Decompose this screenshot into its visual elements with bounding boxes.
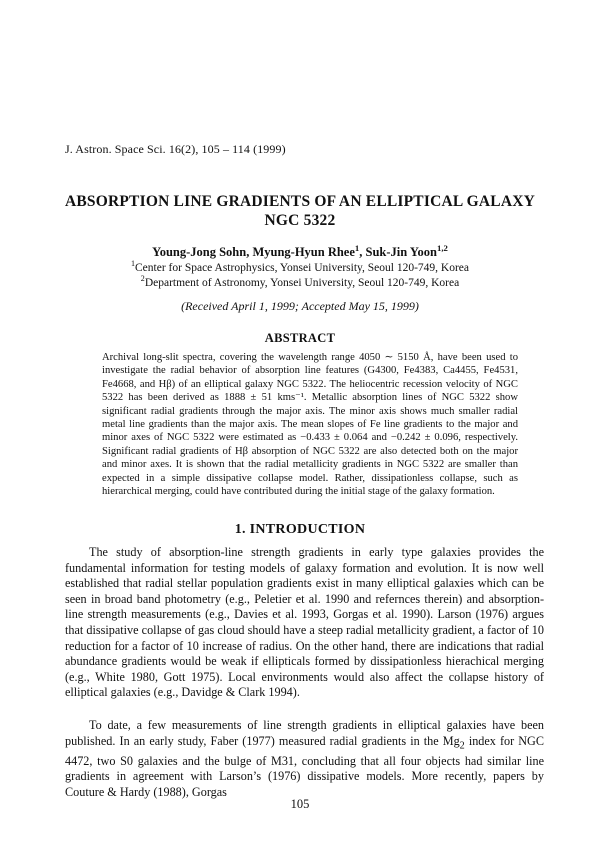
section-heading-introduction: 1. INTRODUCTION [234,522,366,537]
affiliation-2-text: Department of Astronomy, Yonsei University, Seoul 120-749, Korea [144,277,460,289]
author-3-affiliation-mark: 1,2 [436,242,448,253]
author-separator: , [359,245,366,259]
affiliation-1-mark: 1 [130,259,136,269]
page-number: 105 [290,797,310,811]
author-3: Suk-Jin Yoon [365,245,437,259]
affiliation-1-text: Center for Space Astrophysics, Yonsei University, Seoul 120-749, Korea [135,262,470,274]
author-1: Young-Jong Sohn, [152,245,253,259]
affiliation-1 [0,259,600,274]
title-line-2: NGC 5322 [264,212,336,229]
journal-reference: J. Astron. Space Sci. 16(2), 105 – 114 (1999) [65,142,286,156]
intro-paragraph-2-part-a: To date, a few measurements of line strength gradients in elliptical galaxies have been published. In an early study, Faber (1977) measured radial gradients in the Mg [65,718,544,748]
author-2-affiliation-mark: 1 [354,242,360,253]
intro-paragraph-2 [65,718,544,800]
affiliation-2-mark: 2 [140,274,145,284]
abstract-text: Archival long-slit spectra, covering the wavelength range 4050 ∼ 5150 Å, have been used to investigate the radial behavior of absorption line features (G4300, Fe4383, Ca4455, Fe4531, Fe4668, and Hβ) of an elliptical galaxy NGC 5322. The heliocentric recession velocity of NGC 5322 has been derived as 1888 ± 51 kms⁻¹. Metallic absorption lines of NGC 5322 show significant radial gradients through the major axis. The minor axis shows much smaller radial metal line gradients than the major axis. The mean slopes of Fe line gradients to the major and minor axes of NGC 5322 were estimated as −0.433 ± 0.064 and −0.242 ± 0.096, respectively. Significant radial gradients of Hβ absorption of NGC 5322 are also detected both on the major and minor axes. It is shown that the radial metallicity gradients in NGC 5322 are smaller than expected in a simple dissipative collapse model. Rather, dissipationless collapse, such as hierarchical merging, could have contributed during the initial stage of the galaxy formation. [102,352,518,498]
paper-title [0,192,600,230]
title-line-1: ABSORPTION LINE GRADIENTS OF AN ELLIPTICAL GALAXY [64,193,535,210]
received-dates: (Received April 1, 1999; Accepted May 15, 1999) [181,299,419,313]
affiliation-2 [0,274,600,289]
intro-paragraph-1: The study of absorption-line strength gradients in early type galaxies provides the fundamental information for testing models of galaxy formation and evolution. It is now well established that radial stellar population gradients exist in many elliptical galaxies which can be seen in broad band photometry (e.g., Peletier et al. 1990 and refernces therein) and absorption-line strength measurements (e.g., Davies et al. 1993, Gorgas et al. 1990). Larson (1976) argues that dissipative collapse of gas cloud should have a steep radial metallicity gradient, a factor of 10 reduction for a factor of 10 increase of radius. On the other hand, there are indications that radial abundance gradients would be weak if ellipticals formed by dissipationless hierachical merging (e.g., White 1980, Gott 1975). Local environments would also affect the collapse history of elliptical galaxies (e.g., Davidge & Clark 1994). [65,545,544,700]
author-2: Myung-Hyun Rhee [252,245,355,259]
intro-paragraph-2-part-b: index for NGC 4472, two S0 galaxies and the bulge of M31, concluding that all four objects had similar line gradients in agreement with Larson’s (1976) dissipative models. More recently, papers by Couture & Hardy (1988), Gorgas [65,733,544,799]
author-list [0,242,600,260]
mg2-subscript: 2 [459,740,465,752]
abstract-heading: ABSTRACT [264,331,336,345]
